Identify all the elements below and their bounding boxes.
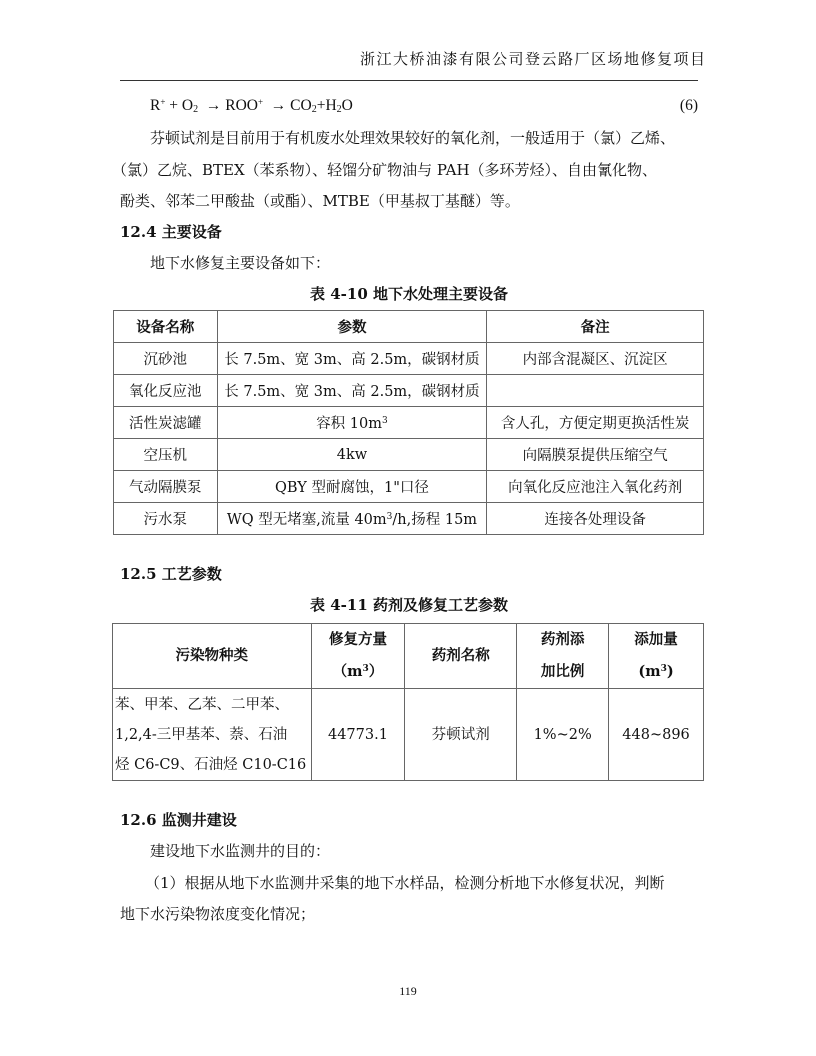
header-text: ): [666, 663, 674, 680]
header-line: 加比例: [540, 663, 585, 680]
agent-parameters-table: [112, 623, 704, 781]
amount-cell: 448~896: [609, 689, 704, 781]
header-sup: 3: [660, 664, 667, 674]
equipment-note: 含人孔，方便定期更换活性炭: [487, 407, 704, 439]
table-caption: 表 4-10 地下水处理主要设备: [310, 285, 508, 303]
equipment-note: 向氧化反应池注入氧化药剂: [487, 471, 704, 503]
column-header: 备注: [487, 311, 704, 343]
equipment-name: 氧化反应池: [114, 375, 218, 407]
agent-cell: 芬顿试剂: [405, 689, 517, 781]
param-sup: 3: [386, 512, 393, 522]
table-row: [114, 407, 704, 439]
column-header-amount: [609, 624, 704, 689]
equipment-table: [113, 310, 704, 535]
paragraph-line: 地下水修复主要设备如下：: [150, 254, 331, 272]
equipment-name: 气动隔膜泵: [114, 471, 218, 503]
pollutant-line: 烃 C6-C9、石油烃 C10-C16: [115, 756, 307, 773]
equipment-param: [217, 407, 487, 439]
section-heading-12-4: 12.4 主要设备: [120, 223, 222, 241]
equipment-param: QBY 型耐腐蚀，1"口径: [217, 471, 487, 503]
equipment-name: 沉砂池: [114, 343, 218, 375]
equipment-note: 向隔膜泵提供压缩空气: [487, 439, 704, 471]
reaction-equation: [150, 96, 353, 116]
param-text: 容积 10m: [316, 416, 382, 432]
column-header: 参数: [217, 311, 487, 343]
paragraph-line: 地下水污染物浓度变化情况；: [120, 905, 316, 923]
running-header: 浙江大桥油漆有限公司登云路厂区场地修复项目: [360, 50, 707, 68]
pollutant-cell: [113, 689, 312, 781]
equipment-note: 内部含混凝区、沉淀区: [487, 343, 704, 375]
table-row: [114, 439, 704, 471]
column-header-agent: 药剂名称: [405, 624, 517, 689]
eq-co: → CO: [263, 97, 312, 114]
column-header-pollutant: 污染物种类: [113, 624, 312, 689]
header-text: ）: [368, 663, 384, 680]
volume-cell: 44773.1: [311, 689, 405, 781]
eq-o-end: O: [341, 97, 353, 114]
eq-roo: → ROO: [198, 97, 258, 114]
param-sup: 3: [382, 416, 388, 426]
equipment-note: [487, 375, 704, 407]
header-text: （m: [332, 663, 363, 680]
equation-number: (6): [679, 97, 698, 114]
column-header: 设备名称: [114, 311, 218, 343]
header-divider: [120, 80, 698, 81]
page-number: 119: [399, 984, 417, 998]
header-line: 药剂添: [540, 631, 585, 648]
table-header-row: [114, 311, 704, 343]
header-sup: 3: [362, 664, 369, 674]
eq-h-sub: 2: [336, 104, 342, 115]
column-header-ratio: [517, 624, 609, 689]
equipment-note: 连接各处理设备: [487, 503, 704, 535]
eq-roo-sup: +: [257, 97, 264, 107]
header-text: (m: [638, 663, 661, 680]
section-heading-12-6: 12.6 监测井建设: [120, 811, 237, 829]
paragraph-line: （1）根据从地下水监测井采集的地下水样品，检测分析地下水修复状况，判断: [145, 874, 665, 892]
table-row: [114, 503, 704, 535]
column-header-volume: [311, 624, 405, 689]
table-row: [114, 471, 704, 503]
paragraph-line: 建设地下水监测井的目的：: [150, 842, 331, 860]
ratio-cell: 1%~2%: [517, 689, 609, 781]
eq-h: +H: [316, 97, 337, 114]
equipment-param: 长 7.5m、宽 3m、高 2.5m，碳钢材质: [217, 343, 487, 375]
param-text: WQ 型无堵塞,流量 40m: [226, 512, 387, 528]
table-header-row: [113, 624, 704, 689]
table-row: [114, 343, 704, 375]
equipment-name: 污水泵: [114, 503, 218, 535]
equipment-name: 活性炭滤罐: [114, 407, 218, 439]
paragraph-line: 酚类、邻苯二甲酸盐（或酯）、MTBE（甲基叔丁基醚）等。: [120, 192, 520, 210]
header-line: 添加量: [634, 631, 678, 648]
pollutant-line: 1,2,4-三甲基苯、萘、石油: [115, 726, 288, 743]
eq-o-sub: 2: [193, 104, 199, 115]
eq-o: + O: [165, 97, 194, 114]
header-line: [312, 656, 405, 688]
header-line: 修复方量: [328, 631, 387, 648]
table-row: [113, 689, 704, 781]
eq-r: R: [150, 97, 161, 114]
equipment-param: 4kw: [217, 439, 487, 471]
table-caption: 表 4-11 药剂及修复工艺参数: [310, 596, 508, 614]
param-text: /h,扬程 15m: [392, 512, 478, 528]
eq-r-sup: +: [160, 97, 166, 107]
equipment-param: 长 7.5m、宽 3m、高 2.5m，碳钢材质: [217, 375, 487, 407]
eq-co-sub: 2: [311, 104, 317, 115]
pollutant-line: 苯、甲苯、乙苯、二甲苯、: [115, 696, 289, 713]
equipment-name: 空压机: [114, 439, 218, 471]
paragraph-line: （氯）乙烷、BTEX（苯系物）、轻馏分矿物油与 PAH（多环芳烃）、自由氰化物、: [112, 161, 658, 179]
paragraph-line: 芬顿试剂是目前用于有机废水处理效果较好的氧化剂，一般适用于（氯）乙烯、: [150, 129, 676, 147]
section-heading-12-5: 12.5 工艺参数: [120, 565, 222, 583]
table-row: [114, 375, 704, 407]
equipment-param: [217, 503, 487, 535]
header-line: [609, 656, 703, 688]
